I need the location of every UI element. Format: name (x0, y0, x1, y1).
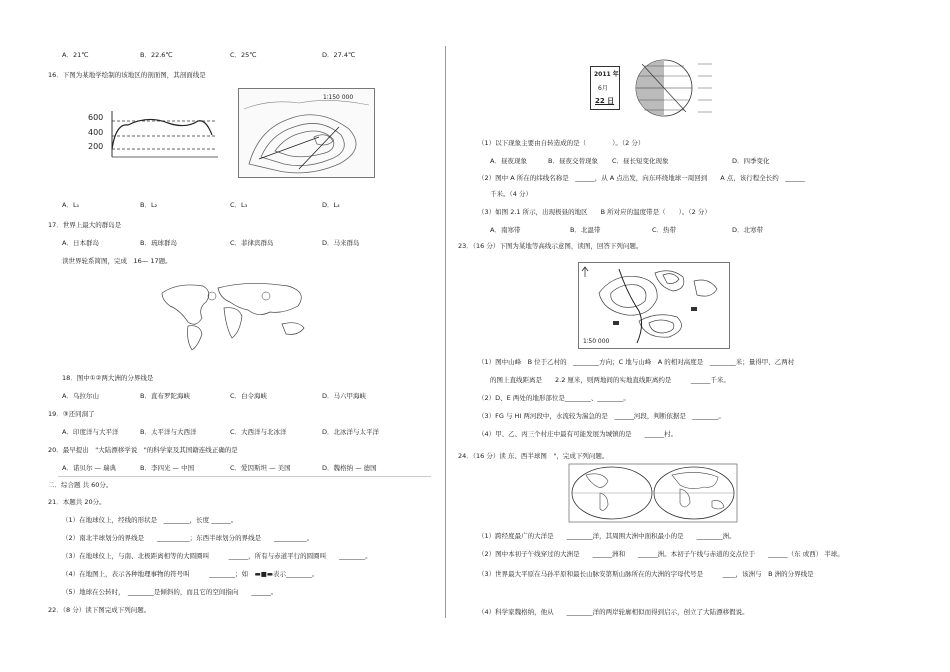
q15-option-c: C．25℃ (230, 51, 257, 59)
q19-option-d: D．北冰洋与太平洋 (322, 428, 380, 436)
q23-stem: 23．（16 分）下图为某地等高线示意图，读图，回答下列问题。 (458, 242, 643, 250)
q22-q3-option-c: C．热带 (652, 226, 677, 234)
q22-calendar (590, 66, 620, 110)
q22-earth-figure (586, 52, 716, 122)
q22-q3-option-b: B．北温带 (570, 226, 601, 234)
q17-option-d: D．马来群岛 (322, 239, 360, 247)
q23-map-scale: 1∶50 000 (583, 338, 610, 345)
q17-option-c: C．菲律宾群岛 (230, 239, 274, 247)
q22-q1-option-a: A．昼夜现象 (490, 157, 527, 165)
q24-hemispheres-map (568, 463, 738, 523)
q22-stem: 22．（8 分）读下图完成下列问题。 (48, 606, 151, 614)
q22-calendar-year: 2011 年 (594, 71, 619, 78)
q22-line-1: （1）以下现象主要由自转造成的是（ ）。（2 分） (478, 139, 645, 147)
q20-option-c: C．爱因斯坦 — 美国 (230, 464, 291, 472)
q20-option-a: A．诺贝尔 — 瑞典 (62, 464, 117, 472)
q24-line-4: （4）科学家魏格纳，他从 ________洋的两岸轮廓相似而得到启示，创立了大陆漂移假说。 (478, 608, 749, 616)
q21-line-4: （4）在地图上，表示各种地理事物的符号叫 ________；如 ▬■▬表示________。 (62, 570, 319, 578)
q23-line-3: （3）FG 与 HI 两河段中，水流较为湍急的是 ______河段，判断依据是 ________。 (478, 412, 725, 420)
q16-contour-map (238, 88, 375, 178)
q18-option-b: B．直布罗陀海峡 (140, 392, 190, 400)
q15-option-b: B．22.6℃ (140, 51, 173, 59)
q22-q1-option-c: C．昼长短变化现象 (612, 157, 669, 165)
q16-map-scale: 1∶150 000 (323, 94, 354, 101)
section2-heading: 二．综合题 共 60分。 (48, 481, 113, 489)
q19-stem: 19．③还同洞了 (48, 410, 95, 418)
q16-option-d: D．L₄ (322, 201, 340, 209)
q16-option-c: C．L₃ (230, 201, 248, 209)
column-divider (445, 46, 446, 618)
q20-stem: 20．最早提出 "大陆漂移学说 "的科学家及其国籍连线正确的是 (48, 446, 238, 454)
q17-stem: 17．世界上最大的群岛是 (48, 221, 122, 229)
q16-tick-400: 400 (88, 128, 104, 137)
q18-option-a: A．乌拉尔山 (62, 392, 99, 400)
q21-line-3: （3）在地球仪上，与南、北极距离相等的大圆圈叫 ______，所有与赤道平行的圆圈叫 ________。 (62, 552, 372, 560)
q16-tick-600: 600 (88, 113, 104, 122)
q22-q3-option-d: D．北寒带 (732, 226, 764, 234)
q15-option-d: D．27.4℃ (322, 51, 356, 59)
q23-line-1: （1）图中山峰 B 位于乙村的 ________方向；C 地与山峰 A 的相对高度是 ________米；量得甲、乙两村 (478, 358, 795, 366)
q23-line-1b: 的图上直线距离是 2.2 厘米，则两地间的实地直线距离约是 ______千米。 (490, 376, 730, 384)
q24-line-2: （2）图中本初子午线穿过的大洲是 ______洲和 ______洲。本初子午线与赤道的交点位于 ______（东 或西） 半球。 (478, 550, 844, 558)
q18-stem: 18．图中①②两大洲的分界线是 (62, 374, 154, 382)
q22-calendar-month: 6月 (598, 85, 608, 92)
q22-line-2: （2）图中 A 所在的纬线名称是 ______，从 A 点出发，向东环绕地球一周回到 A 点，该行程全长约 ______ (478, 174, 805, 182)
q16-option-b: B．L₂ (140, 201, 158, 209)
q17-option-b: B．琉球群岛 (140, 239, 177, 247)
q16-tick-200: 200 (88, 142, 104, 151)
q21-line-2: （2）南北半球划分的界线是 __________；东西半球划分的界线是 __________。 (62, 534, 314, 542)
q18-option-c: C．白令海峡 (230, 392, 268, 400)
q16-stem: 16．下图为某地学绘制的该地区的剖面图，其剖面线是 (48, 71, 206, 79)
q22-q3-option-a: A．南寒带 (490, 226, 521, 234)
q21-line-5: （5）地球在公转时， ________是倾斜的，而且它的空间指向 ______。 (62, 588, 278, 596)
q16-option-a: A．L₁ (62, 201, 80, 209)
q16-17-intro: 读世界轮系简图，完成 16— 17题。 (62, 257, 172, 265)
q18-world-map (158, 278, 320, 353)
q22-line-2b: 千米。（4 分） (490, 190, 532, 198)
q24-line-1: （1）跨经度最广的大洋是 ________洋，其周围大洲中面积最小的是 ________洲。 (478, 532, 736, 540)
q19-option-c: C．大西洋与北冰洋 (230, 428, 287, 436)
q23-line-2: （2）D、E 两处的地形部位是________、________。 (478, 394, 630, 402)
q23-line-4: （4）甲、乙、丙三个村庄中最有可能发展为城镇的是 ______村。 (478, 430, 678, 438)
q20-option-d: D．魏格纳 — 德国 (322, 464, 377, 472)
section-divider (58, 476, 431, 477)
q22-calendar-day: 22 日 (595, 97, 615, 105)
q22-line-3: （3）如图 2.1 所示，出现极昼的地区 B 所对应的温度带是（ ）。（2 分） (478, 208, 711, 216)
q21-line-1: （1）在地球仪上，经线的形状是 ________，长度 ______。 (62, 516, 238, 524)
q15-option-a: A．21℃ (62, 51, 89, 59)
q19-option-a: A．印度洋与大平洋 (62, 428, 119, 436)
q23-contour-map (578, 262, 730, 349)
q22-q1-option-d: D．四季变化 (732, 157, 770, 165)
q20-option-b: B．李四光 — 中国 (140, 464, 195, 472)
q21-stem: 21．本题共 20分。 (48, 498, 106, 506)
q24-line-3: （3）世界最大平原在马孙平原和最长山脉安第斯山脉所在的大洲的字母代号是 ____，该洲与 B 洲的分界线是 (478, 570, 814, 578)
q17-option-a: A．日本群岛 (62, 239, 99, 247)
q18-option-d: D．马六甲海峡 (322, 392, 367, 400)
q16-profile-figure (88, 105, 220, 167)
q22-q1-option-b: B．昼夜交替现象 (548, 157, 598, 165)
q24-stem: 24．（16 分）读 东、西半球图 "，完成下列问题。 (458, 452, 609, 460)
q19-option-b: B．太平洋与大西洋 (140, 428, 197, 436)
